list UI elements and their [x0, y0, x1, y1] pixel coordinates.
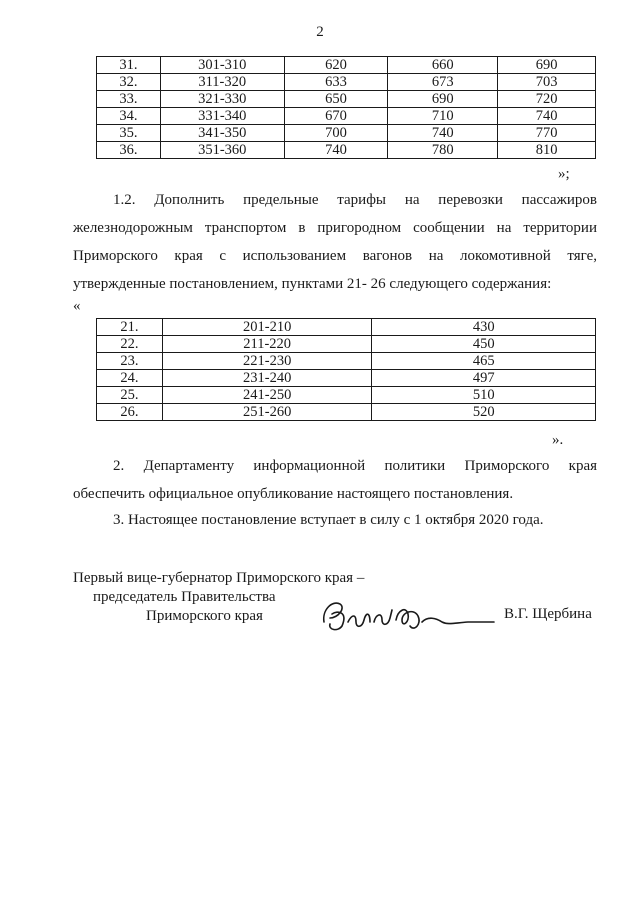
table-cell: 26. — [97, 404, 163, 421]
table-row — [97, 74, 596, 91]
table-cell: 221-230 — [162, 353, 372, 370]
signatory-title-line-1: Первый вице-губернатор Приморского края – — [73, 570, 365, 586]
signatory-title-line-3: Приморского края — [146, 608, 263, 624]
table-cell: 670 — [284, 108, 388, 125]
table-cell: 231-240 — [162, 370, 372, 387]
table1-closing-quote: »; — [558, 166, 570, 182]
table-cell: 32. — [97, 74, 161, 91]
table-cell: 450 — [372, 336, 596, 353]
table-cell: 770 — [498, 125, 596, 142]
table-cell: 690 — [388, 91, 498, 108]
table-cell: 301-310 — [160, 57, 284, 74]
table-cell: 660 — [388, 57, 498, 74]
table-cell: 810 — [498, 142, 596, 159]
table-cell: 251-260 — [162, 404, 372, 421]
table-row — [97, 142, 596, 159]
table-cell: 650 — [284, 91, 388, 108]
signatory-title-line-2: председатель Правительства — [93, 589, 276, 605]
table-cell: 740 — [284, 142, 388, 159]
table-cell: 497 — [372, 370, 596, 387]
tariff-table-2 — [96, 318, 596, 421]
table-cell: 690 — [498, 57, 596, 74]
table-cell: 673 — [388, 74, 498, 91]
table-cell: 780 — [388, 142, 498, 159]
page-number: 2 — [316, 24, 324, 40]
table-cell: 23. — [97, 353, 163, 370]
table-cell: 31. — [97, 57, 161, 74]
table-cell: 700 — [284, 125, 388, 142]
table-row — [97, 319, 596, 336]
table-cell: 331-340 — [160, 108, 284, 125]
table-cell: 33. — [97, 91, 161, 108]
table-cell: 201-210 — [162, 319, 372, 336]
table-row — [97, 91, 596, 108]
table-cell: 465 — [372, 353, 596, 370]
table-row — [97, 353, 596, 370]
table-cell: 35. — [97, 125, 161, 142]
table-row — [97, 387, 596, 404]
table-row — [97, 57, 596, 74]
table-row — [97, 108, 596, 125]
table-cell: 321-330 — [160, 91, 284, 108]
open-quote: « — [73, 298, 81, 314]
table-cell: 351-360 — [160, 142, 284, 159]
table-cell: 22. — [97, 336, 163, 353]
table-row — [97, 336, 596, 353]
table-row — [97, 125, 596, 142]
table-cell: 24. — [97, 370, 163, 387]
table-cell: 211-220 — [162, 336, 372, 353]
section-1-2-line-4: утвержденные постановлением, пунктами 21- 26 следующего содержания: — [73, 276, 552, 292]
section-1-2-line-1: 1.2. Дополнить предельные тарифы на перевозки пассажиров — [113, 192, 597, 208]
item-3-text: 3. Настоящее постановление вступает в силу с 1 октября 2020 года. — [113, 512, 544, 528]
section-1-2-line-3: Приморского края с использованием вагонов на локомотивной тяге, — [73, 248, 597, 264]
item-2-line-1: 2. Департаменту информационной политики Приморского края — [113, 458, 597, 474]
table-cell: 633 — [284, 74, 388, 91]
item-2-line-2: обеспечить официальное опубликование настоящего постановления. — [73, 486, 514, 502]
signatory-name: В.Г. Щербина — [504, 606, 592, 622]
section-1-2-line-2: железнодорожным транспортом в пригородном сообщении на территории — [73, 220, 597, 236]
table-cell: 311-320 — [160, 74, 284, 91]
tariff-table-1 — [96, 56, 596, 159]
table-cell: 620 — [284, 57, 388, 74]
table-row — [97, 370, 596, 387]
table-cell: 520 — [372, 404, 596, 421]
table-row — [97, 404, 596, 421]
table-cell: 241-250 — [162, 387, 372, 404]
table-cell: 510 — [372, 387, 596, 404]
table-cell: 36. — [97, 142, 161, 159]
table-cell: 710 — [388, 108, 498, 125]
table-cell: 34. — [97, 108, 161, 125]
table-cell: 703 — [498, 74, 596, 91]
table-cell: 341-350 — [160, 125, 284, 142]
table-cell: 430 — [372, 319, 596, 336]
handwritten-signature — [318, 592, 498, 642]
table2-closing-quote: ». — [552, 432, 564, 448]
table-cell: 21. — [97, 319, 163, 336]
table-cell: 740 — [388, 125, 498, 142]
table-cell: 720 — [498, 91, 596, 108]
table-cell: 740 — [498, 108, 596, 125]
table-cell: 25. — [97, 387, 163, 404]
